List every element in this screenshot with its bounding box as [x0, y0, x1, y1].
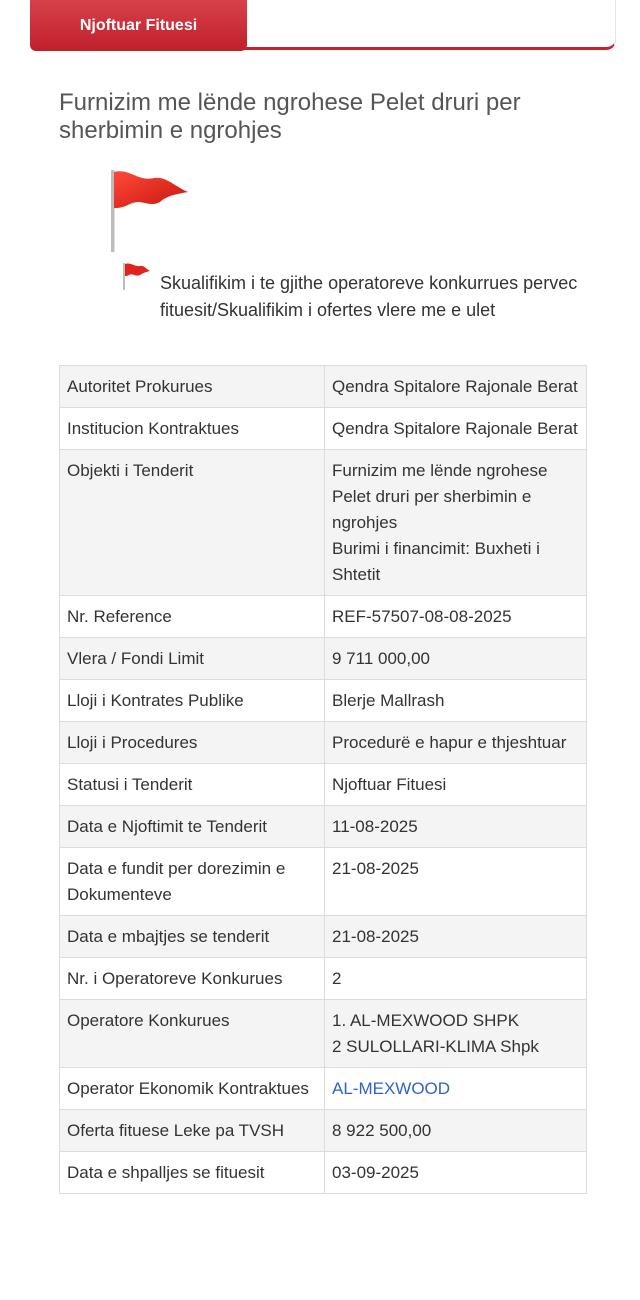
- disqualification-note: Skualifikim i te gjithe operatoreve konkurrues pervec fituesit/Skualifikim i ofertes vlere me e ulet: [160, 273, 578, 320]
- row-value: Qendra Spitalore Rajonale Berat: [325, 366, 587, 408]
- operator-2: 2 SULOLLARI-KLIMA Shpk: [332, 1037, 539, 1056]
- row-value: 21-08-2025: [325, 916, 587, 958]
- row-label: Operatore Konkurues: [60, 1000, 325, 1068]
- table-row: [60, 1068, 587, 1110]
- row-value: 21-08-2025: [325, 848, 587, 916]
- row-label: Data e mbajtjes se tenderit: [60, 916, 325, 958]
- row-label: Vlera / Fondi Limit: [60, 638, 325, 680]
- table-row: [60, 806, 587, 848]
- row-label: Objekti i Tenderit: [60, 450, 325, 596]
- tender-object-text: Furnizim me lënde ngrohese Pelet druri per sherbimin e ngrohjes: [332, 461, 548, 532]
- table-row: [60, 916, 587, 958]
- contractor-link[interactable]: AL-MEXWOOD: [332, 1079, 451, 1098]
- table-row: [60, 680, 587, 722]
- table-row: [60, 450, 587, 596]
- tender-title: Furnizim me lënde ngrohese Pelet druri per sherbimin e ngrohjes: [59, 89, 521, 144]
- table-row: [60, 408, 587, 450]
- row-value: Njoftuar Fituesi: [325, 764, 587, 806]
- row-value: [325, 1068, 587, 1110]
- operator-1: 1. AL-MEXWOOD SHPK: [332, 1011, 520, 1030]
- row-value: [325, 1000, 587, 1068]
- row-value: Qendra Spitalore Rajonale Berat: [325, 408, 587, 450]
- table-row: [60, 1152, 587, 1194]
- table-row: [60, 764, 587, 806]
- row-label: Statusi i Tenderit: [60, 764, 325, 806]
- row-value: 2: [325, 958, 587, 1000]
- row-label: Oferta fituese Leke pa TVSH: [60, 1110, 325, 1152]
- row-value: Procedurë e hapur e thjeshtuar: [325, 722, 587, 764]
- row-label: Operator Ekonomik Kontraktues: [60, 1068, 325, 1110]
- table-row: [60, 638, 587, 680]
- row-label: Data e Njoftimit te Tenderit: [60, 806, 325, 848]
- row-value: Blerje Mallrash: [325, 680, 587, 722]
- table-row: [60, 1000, 587, 1068]
- row-value: REF-57507-08-08-2025: [325, 596, 587, 638]
- row-label: Autoritet Prokurues: [60, 366, 325, 408]
- row-label: Nr. Reference: [60, 596, 325, 638]
- table-row: [60, 596, 587, 638]
- table-row: [60, 366, 587, 408]
- row-value: 11-08-2025: [325, 806, 587, 848]
- financing-source: Burimi i financimit: Buxheti i Shtetit: [332, 539, 540, 584]
- row-label: Data e fundit per dorezimin e Dokumenteve: [60, 848, 325, 916]
- row-label: Institucion Kontraktues: [60, 408, 325, 450]
- row-label: Lloji i Kontrates Publike: [60, 680, 325, 722]
- small-red-flag-icon: [121, 262, 151, 292]
- red-flag-icon: [108, 168, 192, 254]
- table-row: [60, 722, 587, 764]
- table-row: [60, 958, 587, 1000]
- tender-details-table: [59, 365, 587, 1194]
- table-row: [60, 1110, 587, 1152]
- row-value: [325, 450, 587, 596]
- row-value: 03-09-2025: [325, 1152, 587, 1194]
- row-value: 8 922 500,00: [325, 1110, 587, 1152]
- table-row: [60, 848, 587, 916]
- row-label: Data e shpalljes se fituesit: [60, 1152, 325, 1194]
- row-value: 9 711 000,00: [325, 638, 587, 680]
- tab-njoftuar-fituesi[interactable]: Njoftuar Fituesi: [30, 0, 247, 51]
- row-label: Nr. i Operatoreve Konkurues: [60, 958, 325, 1000]
- row-label: Lloji i Procedures: [60, 722, 325, 764]
